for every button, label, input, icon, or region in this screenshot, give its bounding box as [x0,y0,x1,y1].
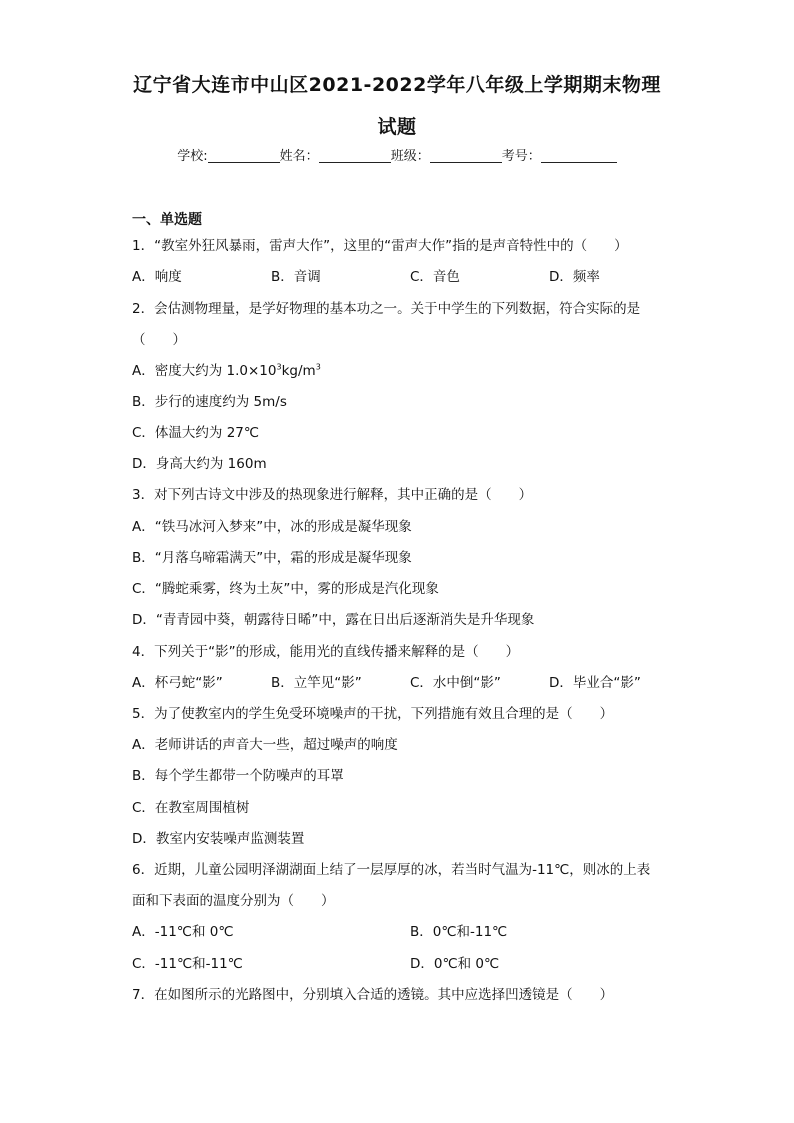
q2-option-b: B．步行的速度约为 5m/s [132,394,287,410]
q1-option-c: C．音色 [410,269,460,285]
student-info-row [0,145,794,164]
q7-stem: 7．在如图所示的光路图中，分别填入合适的透镜。其中应选择凹透镜是（ ） [132,987,614,1003]
exam-title-line1: 辽宁省大连市中山区2021-2022学年八年级上学期期末物理 [133,74,661,96]
q4-option-c: C．水中倒“影” [410,675,501,691]
name-label: 姓名： [279,149,319,164]
q5-option-a: A．老师讲话的声音大一些，超过噪声的响度 [132,737,398,753]
q1-option-a: A．响度 [132,269,182,285]
q2-option-a: A．密度大约为 $1.0\times 10^3kg/m^3$ [132,362,321,379]
q3-stem: 3．对下列古诗文中涉及的热现象进行解释，其中正确的是（ ） [132,487,533,503]
q6-option-d: D．0℃和 0℃ [410,956,500,972]
q6-stem-line2: 面和下表面的温度分别为（ ） [132,893,335,909]
q4-stem: 4．下列关于“影”的形成，能用光的直线传播来解释的是（ ） [132,644,520,660]
number-blank [541,148,617,163]
name-blank [319,148,391,163]
number-label: 考号： [501,149,541,164]
q6-option-c: C．-11℃和-11℃ [132,956,243,972]
q6-option-a: A．-11℃和 0℃ [132,924,234,940]
q2-option-d: D．身高大约为 160m [132,456,267,472]
section-heading: 一、单选题 [132,212,202,228]
class-label: 班级： [390,149,430,164]
q5-stem: 5．为了使教室内的学生免受环境噪声的干扰，下列措施有效且合理的是（ ） [132,706,614,722]
q2-stem-line1: 2．会估测物理量，是学好物理的基本功之一。关于中学生的下列数据，符合实际的是 [132,301,641,317]
q1-stem: 1．“教室外狂风暴雨，雷声大作”，这里的“雷声大作”指的是声音特性中的（ ） [132,238,628,254]
q4-option-d: D．毕业合“影” [549,675,641,691]
class-blank [430,148,502,163]
q4-option-b: B．立竿见“影” [271,675,362,691]
q2-option-c: C．体温大约为 27℃ [132,425,260,441]
exam-title-line2: 试题 [377,116,417,138]
q2-stem-line2: （ ） [132,332,186,348]
q6-option-b: B．0℃和-11℃ [410,924,508,940]
q6-stem-line1: 6．近期，儿童公园明泽湖湖面上结了一层厚厚的冰，若当时气温为-11℃，则冰的上表 [132,862,651,878]
q5-option-d: D．教室内安装噪声监测装置 [132,831,305,847]
school-blank [208,148,280,163]
q3-option-b: B．“月落乌啼霜满天”中，霜的形成是凝华现象 [132,550,412,566]
q5-option-b: B．每个学生都带一个防噪声的耳罩 [132,768,344,784]
q3-option-a: A．“铁马冰河入梦来”中，冰的形成是凝华现象 [132,519,412,535]
q1-option-b: B．音调 [271,269,321,285]
q3-option-d: D．“青青园中葵，朝露待日晞”中，露在日出后逐渐消失是升华现象 [132,612,535,628]
school-label: 学校: [177,149,208,164]
q5-option-c: C．在教室周围植树 [132,800,250,816]
q4-option-a: A．杯弓蛇“影” [132,675,223,691]
q3-option-c: C．“腾蛇乘雾，终为土灰”中，雾的形成是汽化现象 [132,581,439,597]
q1-option-d: D．频率 [549,269,600,285]
